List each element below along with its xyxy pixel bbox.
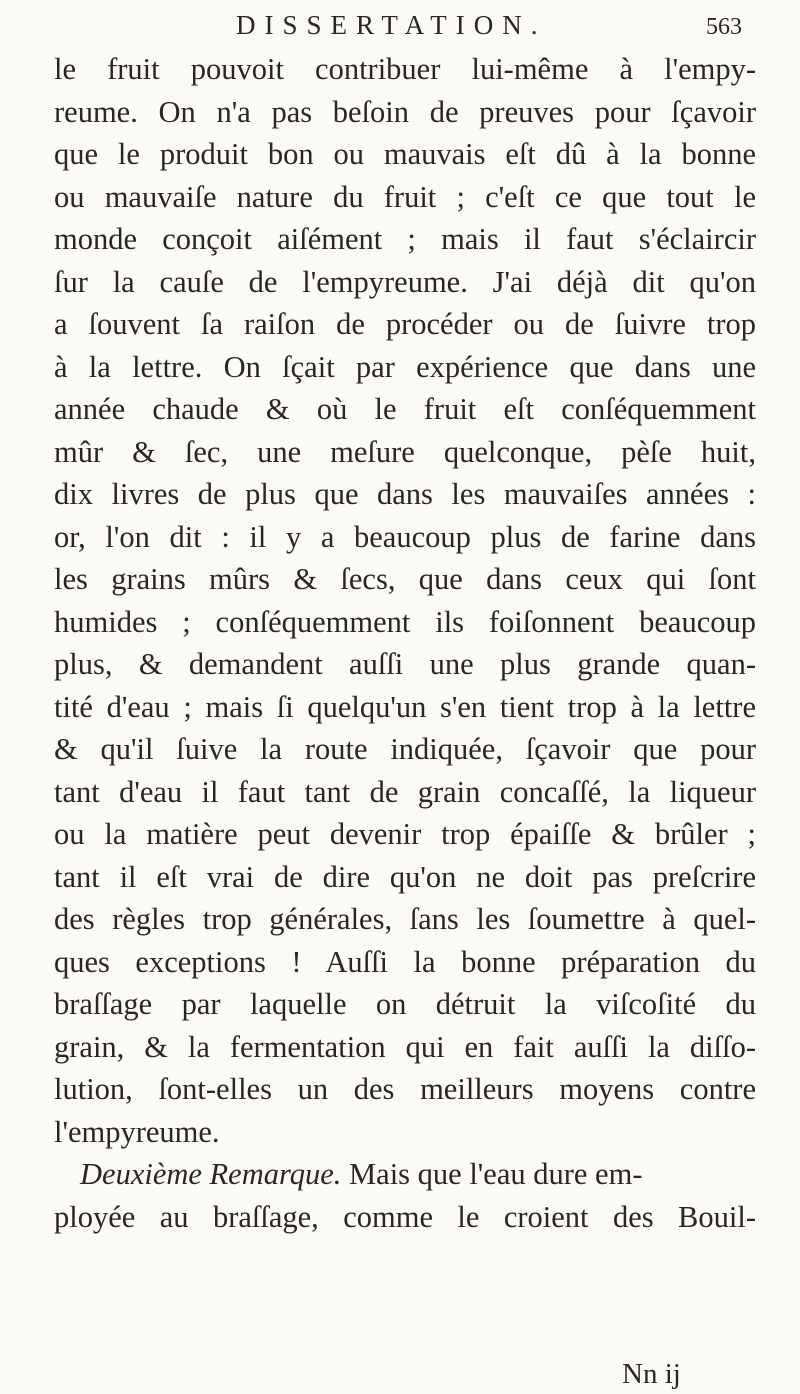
text-line: ſur la cauſe de l'empyreume. J'ai déjà dit qu'on (54, 264, 756, 299)
remark-line (54, 1153, 756, 1196)
signature-mark: Nn ij (622, 1358, 681, 1390)
text-line: le fruit pouvoit contribuer lui-même à l'empy- (54, 52, 756, 86)
text-line: tant d'eau il faut tant de grain concaſſé, la liqueur (54, 774, 756, 809)
text-line: à la lettre. On ſçait par expérience que dans une (54, 349, 756, 384)
text-line: dix livres de plus que dans les mauvaiſes années : (54, 477, 756, 511)
text-line: tant il eſt vrai de dire qu'on ne doit pas preſcrire (54, 859, 756, 894)
text-line: a ſouvent ſa raiſon de procéder ou de ſuivre trop (54, 307, 756, 341)
body-text (54, 48, 756, 1238)
page-header (0, 8, 800, 48)
text-line: que le produit bon ou mauvais eſt dû à la bonne (54, 137, 756, 171)
text-line: année chaude & où le fruit eſt conſéquemment (54, 392, 756, 426)
text-line: reume. On n'a pas beſoin de preuves pour ſçavoir (54, 94, 756, 129)
text-line: & qu'il ſuive la route indiquée, ſçavoir que pour (54, 732, 756, 766)
running-title: DISSERTATION. (236, 10, 547, 40)
text-line: monde conçoit aiſément ; mais il faut s'éclaircir (54, 222, 756, 256)
text-line: braſſage par laquelle on détruit la viſcoſité du (54, 987, 756, 1021)
text-line: tité d'eau ; mais ſi quelqu'un s'en tient trop à la lettre (54, 689, 756, 724)
text-line: lution, ſont-elles un des meilleurs moyens contre (54, 1072, 756, 1106)
text-line: ployée au braſſage, comme le croient des Bouil- (54, 1199, 756, 1234)
text-line: ou la matière peut devenir trop épaiſſe & brûler ; (54, 817, 756, 851)
remark-text: Mais que l'eau dure em- (341, 1157, 643, 1191)
text-line: grain, & la fermentation qui en fait auſſi la diſſo- (54, 1029, 756, 1064)
text-line: l'empyreume. (54, 1114, 220, 1149)
text-line: or, l'on dit : il y a beaucoup plus de farine dans (54, 519, 756, 554)
text-line: des règles trop générales, ſans les ſoumettre à quel- (54, 902, 756, 936)
text-line: les grains mûrs & ſecs, que dans ceux qui ſont (54, 562, 756, 596)
text-line: mûr & ſec, une meſure quelconque, pèſe huit, (54, 434, 756, 469)
text-line: ques exceptions ! Auſſi la bonne préparation du (54, 944, 756, 979)
text-line: humides ; conſéquemment ils foiſonnent beaucoup (54, 604, 756, 639)
text-line: ou mauvaiſe nature du fruit ; c'eſt ce que tout le (54, 179, 756, 214)
page-number: 563 (706, 14, 742, 40)
text-line: plus, & demandent auſſi une plus grande quan- (54, 647, 756, 681)
remark-heading: Deuxième Remarque. (80, 1157, 342, 1191)
